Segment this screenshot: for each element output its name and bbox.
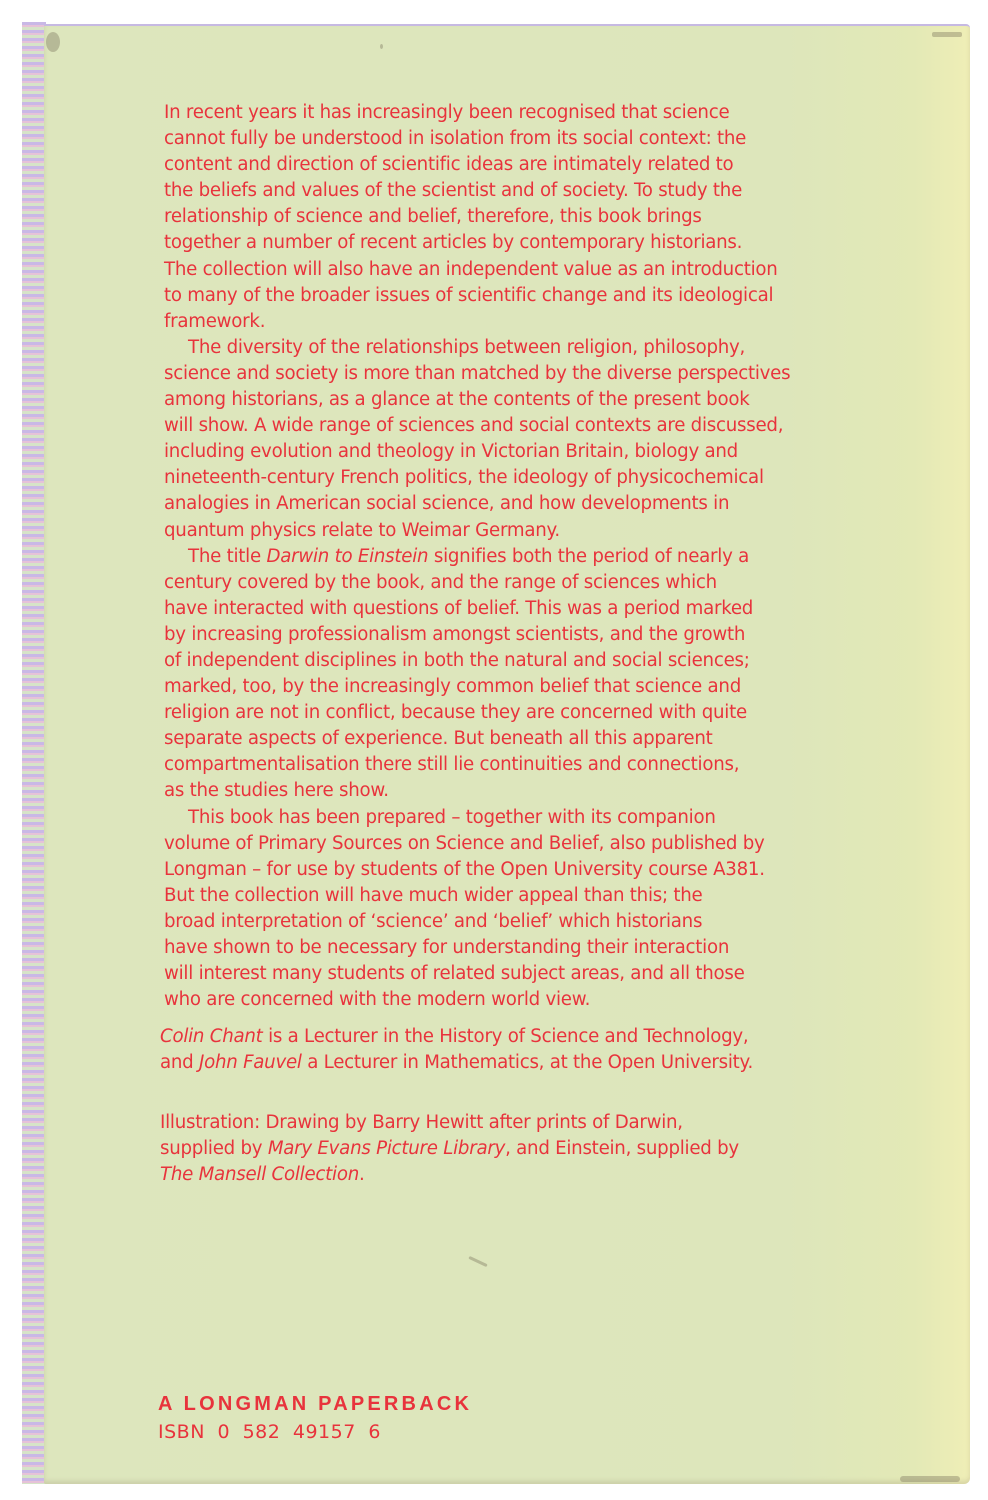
- text-line: nineteenth-century French politics, the ideology of physicochemical: [164, 467, 764, 489]
- text-fragment: .: [359, 1164, 365, 1185]
- author-bios: [160, 1024, 860, 1076]
- illustration-credit: [160, 1110, 860, 1188]
- blurb-paragraph-1: [164, 100, 864, 335]
- text-line: relationship of science and belief, therefore, this book brings: [164, 206, 702, 228]
- text-line: have shown to be necessary for understanding their interaction: [164, 937, 730, 958]
- text-line: have interacted with questions of belief. This was a period marked: [164, 597, 754, 619]
- corner-smudge: [46, 32, 60, 52]
- blurb-paragraph-3: [164, 544, 864, 805]
- author-description: is a Lecturer in the History of Science and Technology,: [262, 1026, 749, 1047]
- blurb-text: [164, 100, 864, 1013]
- text-line: together a number of recent articles by contemporary historians.: [164, 232, 743, 254]
- author-name: Colin Chant: [160, 1026, 263, 1047]
- credit-line-1: [160, 1110, 860, 1136]
- text-line: The collection will also have an independent value as an introduction: [164, 258, 778, 280]
- isbn-number: ISBN 0 582 49157 6: [158, 1421, 381, 1443]
- bottom-corner-wear: [900, 1476, 960, 1482]
- text-line: of independent disciplines in both the natural and social sciences;: [164, 649, 750, 671]
- text-line: among historians, as a glance at the contents of the present book: [164, 389, 750, 411]
- author-name: John Fauvel: [199, 1052, 302, 1073]
- text-line: who are concerned with the modern world view.: [164, 989, 591, 1011]
- blurb-paragraph-2: [164, 335, 864, 544]
- text-line: Longman – for use by students of the Open University course A381.: [164, 858, 765, 880]
- text-line: quantum physics relate to Weimar Germany.: [164, 519, 560, 541]
- text-fragment: supplied by: [160, 1138, 268, 1159]
- picture-library-name: Mary Evans Picture Library: [267, 1138, 506, 1159]
- author-line-2: [160, 1050, 860, 1076]
- text-line: marked, too, by the increasingly common belief that science and: [164, 676, 741, 698]
- book-title: Darwin to Einstein: [266, 545, 429, 567]
- text-fragment: and: [160, 1052, 199, 1073]
- text-line: Illustration: Drawing by Barry Hewitt after prints of Darwin,: [160, 1112, 683, 1133]
- text-line: In recent years it has increasingly been recognised that science: [164, 102, 730, 123]
- text-line: volume of Primary Sources on Science and Belief, also published by: [164, 832, 765, 854]
- text-line: science and society is more than matched by the diverse perspectives: [164, 362, 791, 384]
- text-fragment: , and Einstein, supplied by: [505, 1138, 739, 1159]
- page-edge-stripe: [22, 22, 46, 1484]
- text-line: broad interpretation of ‘science’ and ‘belief’ which historians: [164, 910, 703, 932]
- speck: [380, 44, 383, 49]
- text-fragment: The title: [188, 545, 267, 567]
- publisher-label: A LONGMAN PAPERBACK: [158, 1393, 473, 1415]
- text-line: But the collection will have much wider appeal than this; the: [164, 884, 703, 906]
- credit-line-3: [160, 1162, 860, 1188]
- corner-smudge: [932, 32, 962, 37]
- text-line: religion are not in conflict, because they are concerned with quite: [164, 702, 747, 724]
- text-line: including evolution and theology in Victorian Britain, biology and: [164, 441, 738, 463]
- text-line: century covered by the book, and the range of sciences which: [164, 571, 717, 593]
- author-line-1: [160, 1024, 860, 1050]
- text-line: compartmentalisation there still lie continuities and connections,: [164, 754, 740, 776]
- author-description: a Lecturer in Mathematics, at the Open University.: [301, 1052, 753, 1073]
- text-line: will interest many students of related subject areas, and all those: [164, 963, 745, 985]
- text-line: The diversity of the relationships between religion, philosophy,: [188, 336, 746, 358]
- text-line: separate aspects of experience. But beneath all this apparent: [164, 728, 713, 750]
- text-line: the beliefs and values of the scientist and of society. To study the: [164, 180, 743, 202]
- collection-name: The Mansell Collection: [160, 1164, 359, 1185]
- text-line: will show. A wide range of sciences and social contexts are discussed,: [164, 415, 784, 437]
- text-line: cannot fully be understood in isolation from its social context: the: [164, 128, 747, 150]
- credit-line-2: [160, 1136, 860, 1162]
- text-line: This book has been prepared – together with its companion: [188, 806, 716, 828]
- text-line: by increasing professionalism amongst scientists, and the growth: [164, 623, 746, 645]
- speck: [468, 1256, 487, 1267]
- blurb-paragraph-4: [164, 805, 864, 1014]
- text-line: to many of the broader issues of scientific change and its ideological: [164, 284, 774, 306]
- text-line: analogies in American social science, and how developments in: [164, 493, 730, 515]
- text-line: framework.: [164, 310, 266, 332]
- text-line: as the studies here show.: [164, 780, 389, 802]
- text-line: content and direction of scientific ideas are intimately related to: [164, 154, 734, 176]
- text-fragment: signifies both the period of nearly a: [428, 545, 750, 567]
